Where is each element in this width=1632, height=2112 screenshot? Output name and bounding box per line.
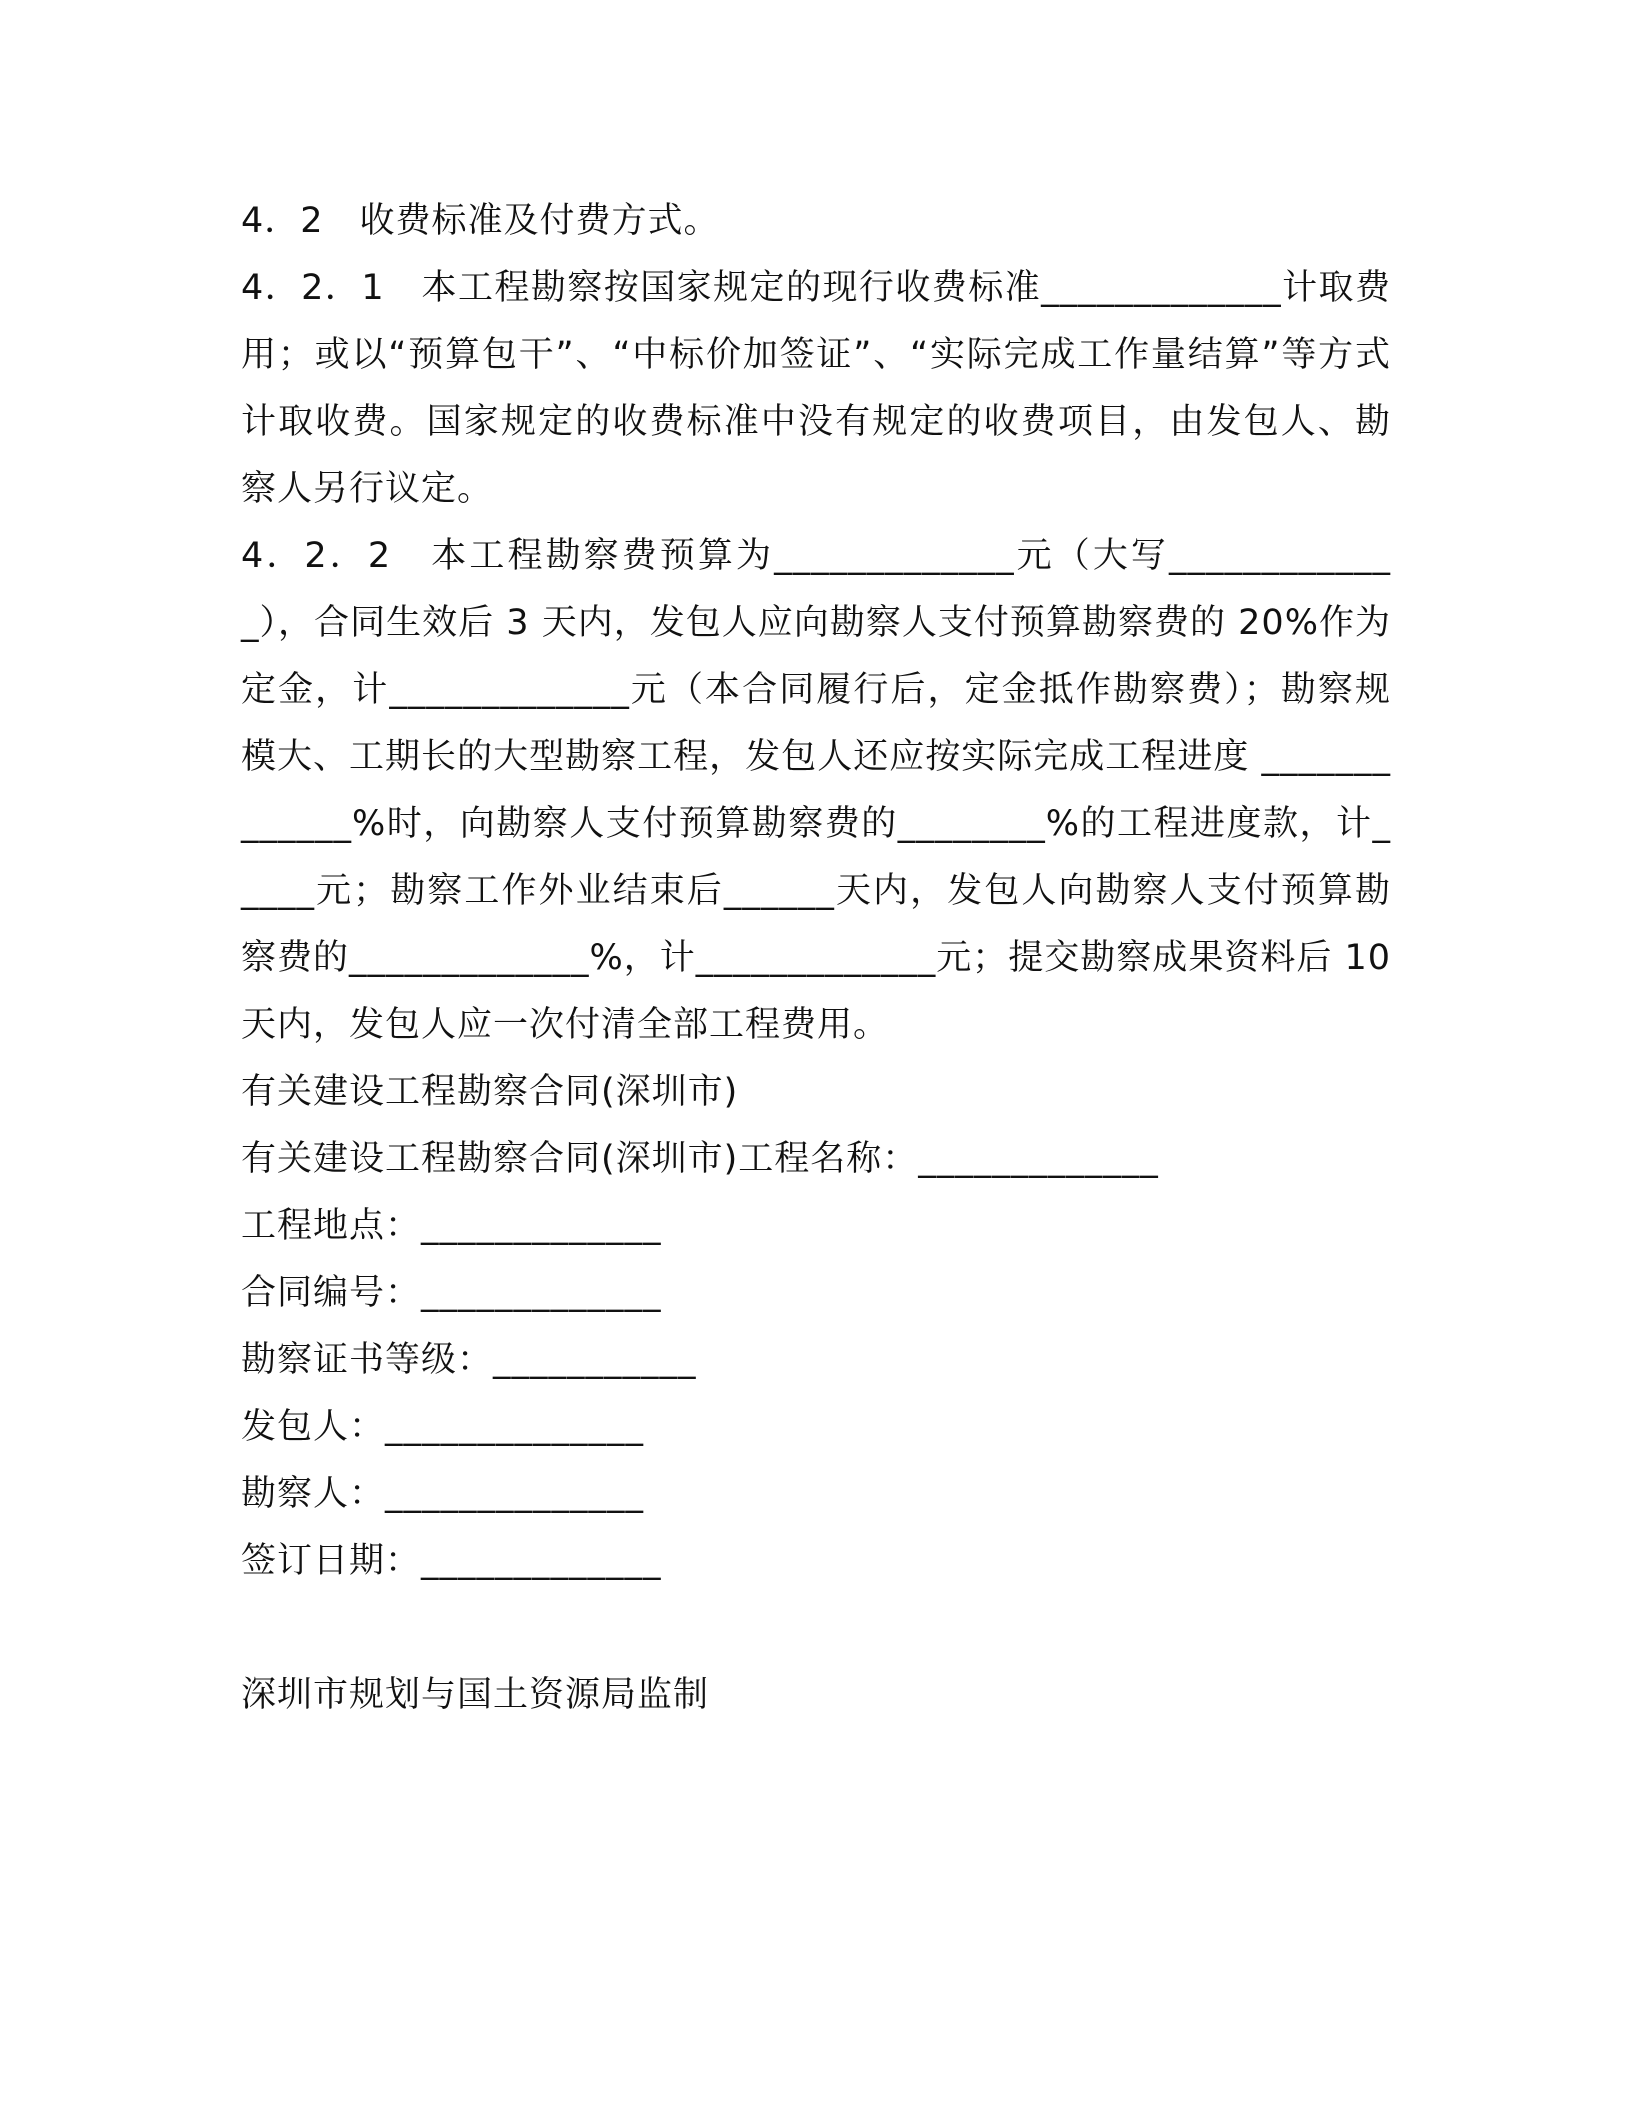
certificate-level-field: 勘察证书等级：___________ [241,1340,697,1380]
blank-spacer [241,1595,1391,1662]
surveyor-field: 勘察人：______________ [241,1474,645,1514]
project-location-field: 工程地点：_____________ [241,1206,662,1246]
project-name-field: 有关建设工程勘察合同(深圳市)工程名称：_____________ [241,1139,1159,1179]
contract-title: 有关建设工程勘察合同(深圳市) [241,1072,739,1112]
contract-number-field: 合同编号：_____________ [241,1273,662,1313]
document-body [241,188,1404,1729]
supervisor-line: 深圳市规划与国土资源局监制 [241,1675,710,1715]
section-4-2-1-paragraph: 4．2．1 本工程勘察按国家规定的现行收费标准_____________计取费用；或以“预算包干”、“中标价加签证”、“实际完成工作量结算”等方式计取收费。国家规定的收费标准中没有规定的收费项目，由发包人、勘察人另行议定。 [241,268,1391,509]
signing-date-field: 签订日期：_____________ [241,1541,662,1581]
section-4-2-heading: 4．2 收费标准及付费方式。 [241,201,720,241]
employer-field: 发包人：______________ [241,1407,645,1447]
section-4-2-2-paragraph: 4．2．2 本工程勘察费预算为_____________元（大写_____________），合同生效后 3 天内，发包人应向勘察人支付预算勘察费的 20%作为定金，计_____________元（本合同履行后，定金抵作勘察费）；勘察规模大、工期长的大型勘察工程，发包人还应按实际完成工程进度 _____________%时，向勘察人支付预算勘察费的________%的工程进度款，计_____元；勘察工作外业结束后______天内，发包人向勘察人支付预算勘察费的_____________%，计_____________元；提交勘察成果资料后 10 天内，发包人应一次付清全部工程费用。 [241,536,1404,1045]
